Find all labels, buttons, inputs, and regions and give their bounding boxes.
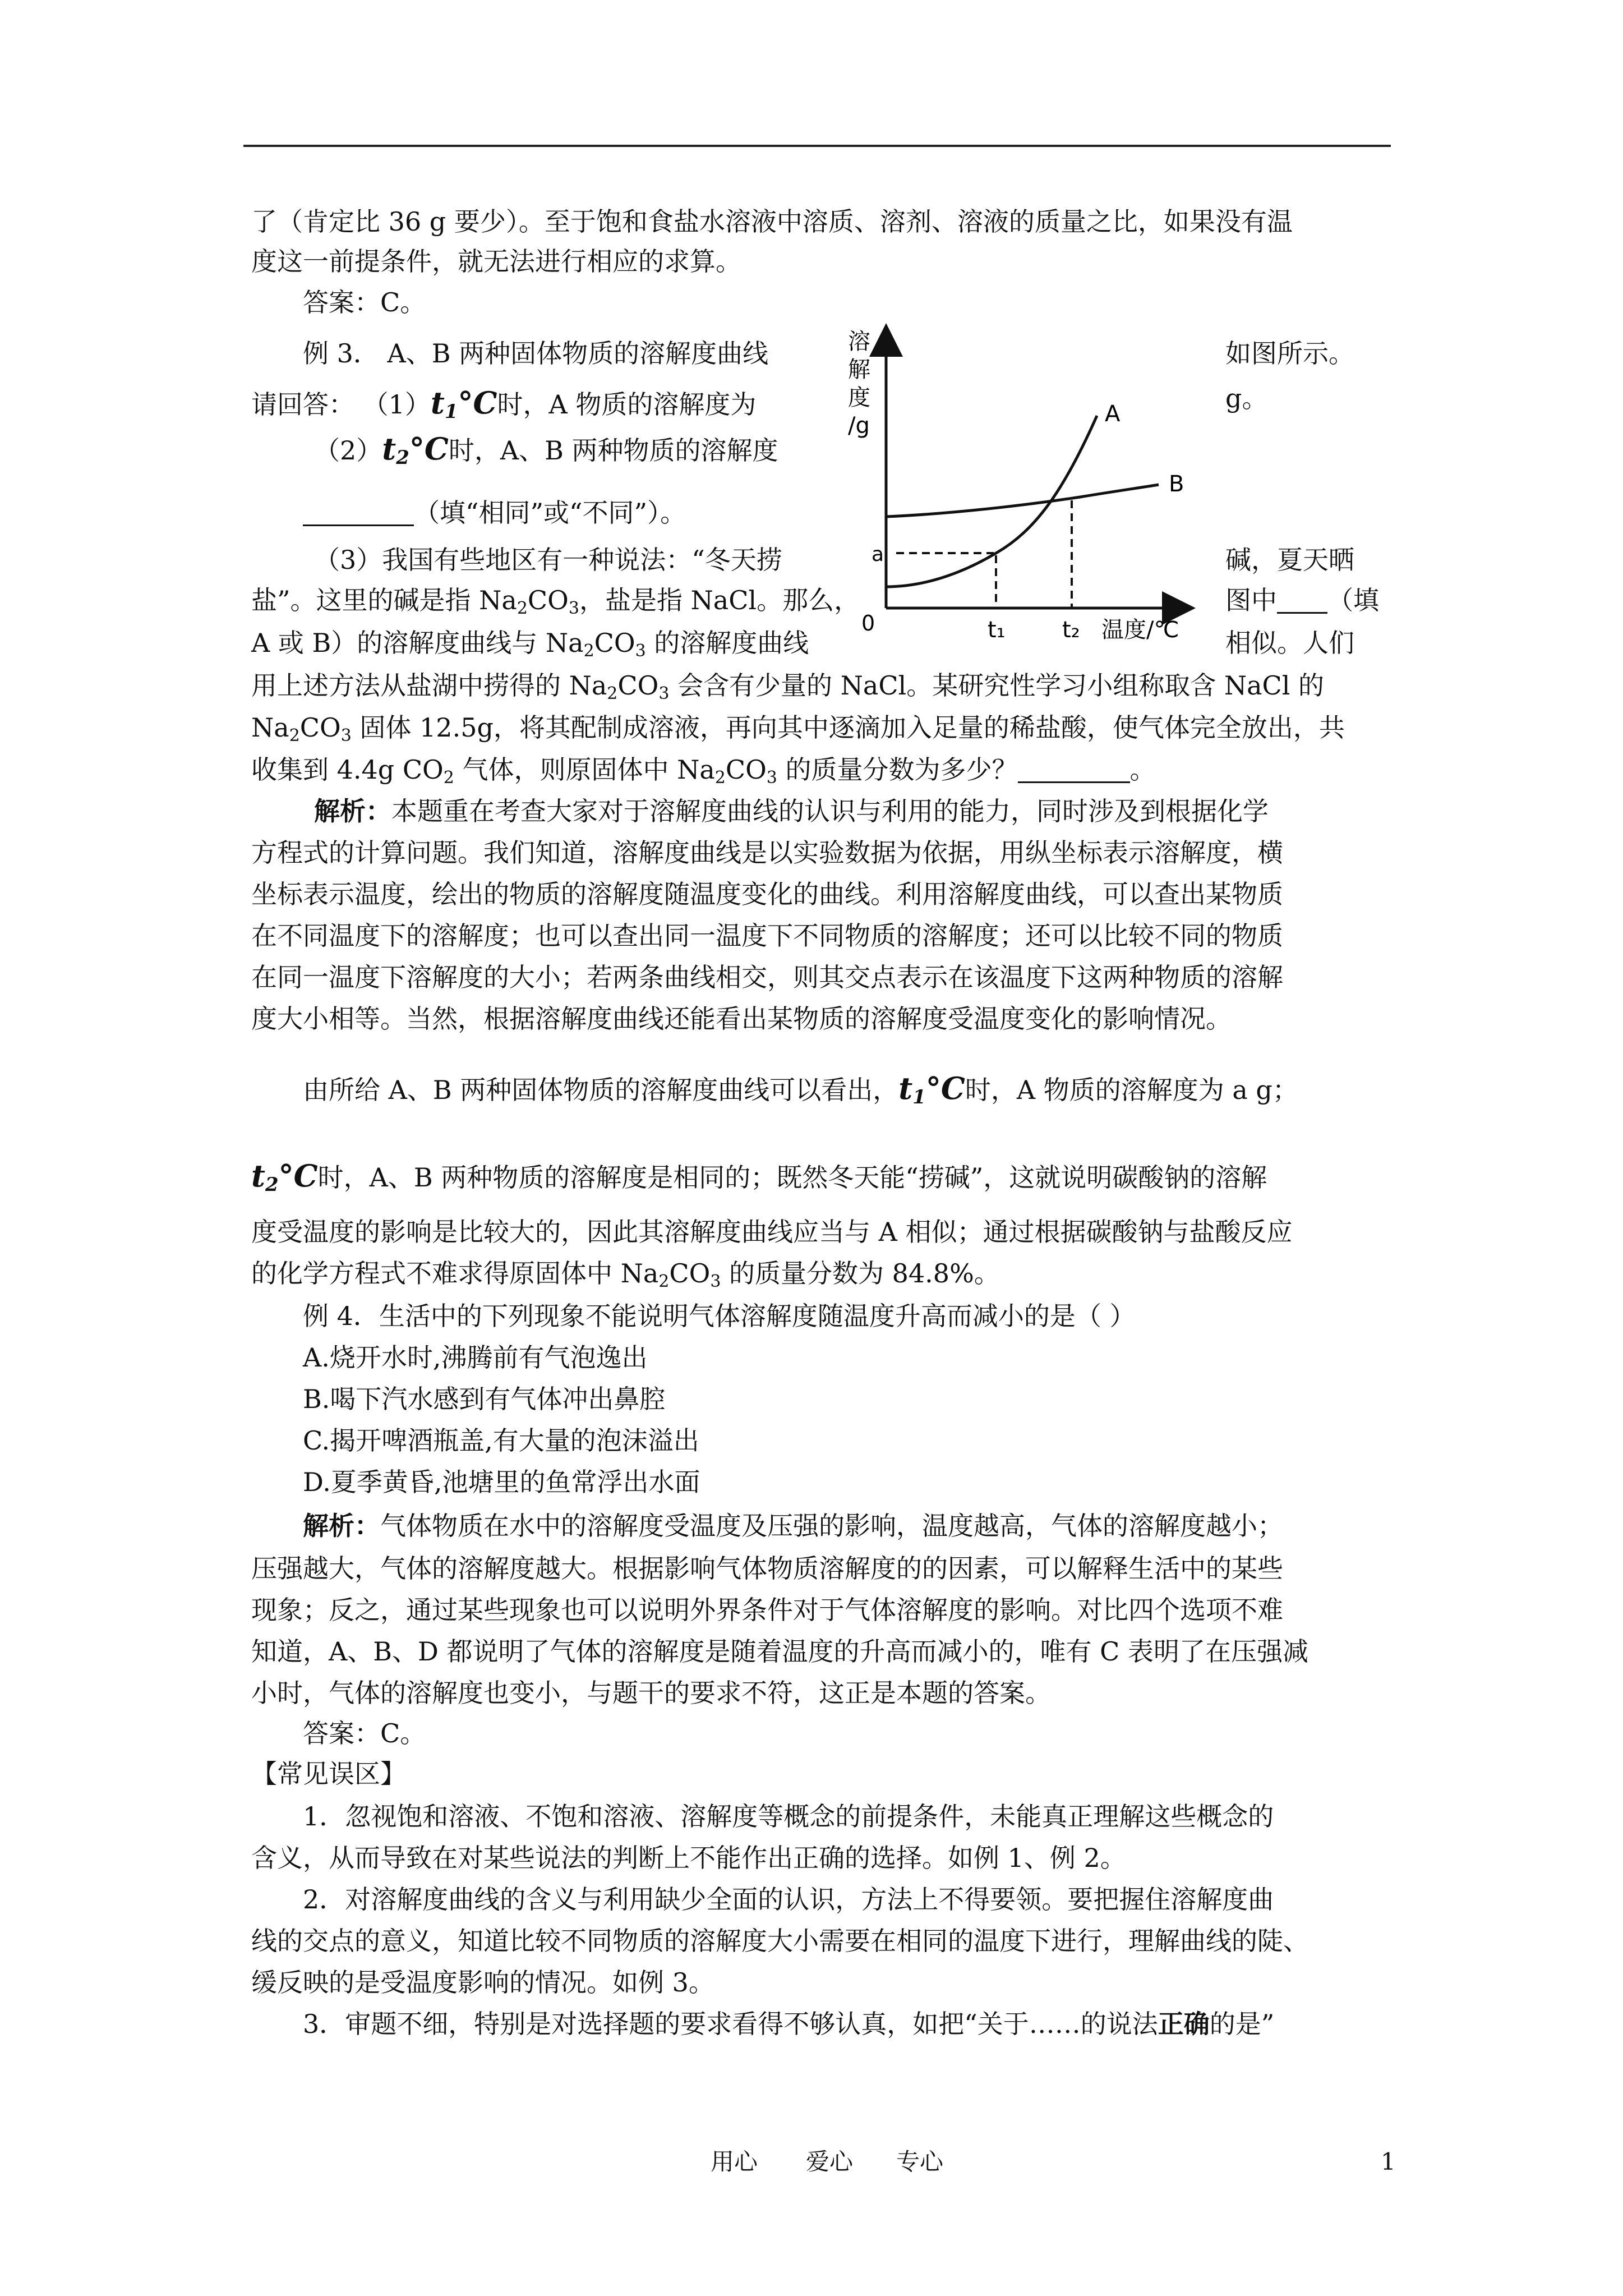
text-line: 度大小相等。当然，根据溶解度曲线还能看出某物质的溶解度受温度变化的影响情况。 bbox=[251, 1004, 1232, 1034]
text-line: 解析：本题重在考查大家对于溶解度曲线的认识与利用的能力，同时涉及到根据化学 bbox=[314, 796, 1269, 826]
origin-label: 0 bbox=[861, 611, 875, 636]
footer-motto-3: 专心 bbox=[896, 2148, 944, 2175]
text-line: 在同一温度下溶解度的大小；若两条曲线相交，则其交点表示在该温度下这两种物质的溶解 bbox=[251, 962, 1283, 992]
text-line: 如图所示。 bbox=[1225, 338, 1354, 369]
tick-t1-label: t₁ bbox=[988, 617, 1006, 643]
curve-a bbox=[886, 416, 1097, 587]
temperature-t2: $t_2^\circ C$ bbox=[251, 1158, 318, 1196]
analysis-label: 解析： bbox=[303, 1511, 380, 1541]
text-line: 相似。人们 bbox=[1225, 628, 1354, 658]
answer-blank[interactable] bbox=[1018, 757, 1130, 783]
text-line: 缓反映的是受温度影响的情况。如例 3。 bbox=[251, 1967, 714, 1998]
option-d: D.夏季黄昏,池塘里的鱼常浮出水面 bbox=[303, 1467, 700, 1497]
text-line: 线的交点的意义，知道比较不同物质的溶解度大小需要在相同的温度下进行，理解曲线的陡、 bbox=[251, 1926, 1309, 1956]
x-axis-label: 温度/℃ bbox=[1101, 617, 1179, 643]
text-line: 用上述方法从盐湖中捞得的 $Na_2CO_3$ 会含有少量的 NaCl。某研究性学习小组称取含 NaCl 的 bbox=[251, 670, 1325, 703]
answer-line: 答案：C。 bbox=[303, 287, 426, 318]
answer-blank[interactable] bbox=[1277, 587, 1327, 614]
y-axis-label-char: 度 bbox=[848, 385, 870, 411]
text-line: 解析：气体物质在水中的溶解度受温度及压强的影响，温度越高，气体的溶解度越小； bbox=[303, 1511, 1283, 1541]
example-3-heading: 例 3． A、B 两种固体物质的溶解度曲线 bbox=[303, 338, 769, 369]
temperature-t1: $t_1^\circ C$ bbox=[430, 385, 497, 423]
temperature-t2: $t_2^\circ C$ bbox=[382, 431, 449, 469]
tick-a-label: a bbox=[872, 543, 884, 566]
option-c: C.揭开啤酒瓶盖,有大量的泡沫溢出 bbox=[303, 1425, 699, 1456]
text-line: 盐”。这里的碱是指 $Na_2CO_3$，盐是指 NaCl。那么， bbox=[251, 585, 860, 618]
solubility-curve-figure bbox=[845, 323, 1204, 648]
answer-blank[interactable] bbox=[303, 500, 414, 526]
question-1 bbox=[251, 386, 756, 429]
text-line: 的化学方程式不难求得原固体中 $Na_2CO_3$ 的质量分数为 84.8%。 bbox=[251, 1258, 1000, 1291]
page-number: 1 bbox=[1381, 2148, 1396, 2175]
text-line: $t_2^\circ C$时，A、B 两种物质的溶解度是相同的；既然冬天能“捞碱”，这就说明碳酸钠的溶解 bbox=[251, 1158, 1267, 1196]
curve-a-label: A bbox=[1105, 401, 1121, 427]
question-text: 时，A、B 两种物质的溶解度 bbox=[448, 435, 778, 466]
text-line: 度受温度的影响是比较大的，因此其溶解度曲线应当与 A 相似；通过根据碳酸钠与盐酸反应 bbox=[251, 1217, 1293, 1247]
question-2-answer: （填“相同”或“不同”）。 bbox=[303, 496, 686, 530]
header-rule bbox=[243, 145, 1391, 147]
text-line: 2．对溶解度曲线的含义与利用缺少全面的认识，方法上不得要领。要把握住溶解度曲 bbox=[303, 1884, 1274, 1915]
text-line: g。 bbox=[1225, 383, 1268, 413]
question-text: 时，A 物质的溶解度为 bbox=[497, 389, 757, 420]
option-a: A.烧开水时,沸腾前有气泡逸出 bbox=[303, 1342, 648, 1373]
tick-t2-label: t₂ bbox=[1062, 617, 1080, 643]
text-line: 3．审题不细，特别是对选择题的要求看得不够认真，如把“关于……的说法正确的是” bbox=[303, 2009, 1275, 2039]
answer-line: 答案：C。 bbox=[303, 1718, 426, 1749]
y-axis-label-char: 解 bbox=[848, 357, 870, 383]
text-line: 含义，从而导致在对某些说法的判断上不能作出正确的选择。如例 1、例 2。 bbox=[251, 1843, 1126, 1873]
section-heading: 【常见误区】 bbox=[251, 1759, 406, 1789]
text-line: 图中 （填 bbox=[1225, 585, 1379, 615]
text-line: 小时，气体的溶解度也变小，与题干的要求不符，这正是本题的答案。 bbox=[251, 1678, 1051, 1708]
text-line: 方程式的计算问题。我们知道，溶解度曲线是以实验数据为依据，用纵坐标表示溶解度，横 bbox=[251, 838, 1283, 868]
text-line: 在不同温度下的溶解度；也可以查出同一温度下不同物质的溶解度；还可以比较不同的物质 bbox=[251, 921, 1283, 951]
text-line: 了（肯定比 36 g 要少）。至于饱和食盐水溶液中溶质、溶剂、溶液的质量之比，如果没有温 bbox=[251, 206, 1293, 237]
text-line: $Na_2CO_3$ 固体 12.5g，将其配制成溶液，再向其中逐滴加入足量的稀盐酸，使气体完全放出，共 bbox=[251, 712, 1345, 746]
text-line: A 或 B）的溶解度曲线与 $Na_2CO_3$ 的溶解度曲线 bbox=[251, 628, 809, 661]
text-line: 1．忽视饱和溶液、不饱和溶液、溶解度等概念的前提条件，未能真正理解这些概念的 bbox=[303, 1801, 1274, 1832]
analysis-label: 解析： bbox=[314, 796, 391, 826]
curve-b-label: B bbox=[1169, 471, 1184, 497]
temperature-t1: $t_1^\circ C$ bbox=[898, 1070, 965, 1108]
footer-motto-1: 用心 bbox=[711, 2148, 758, 2175]
y-axis-label-char: /g bbox=[848, 413, 870, 439]
text-line: 由所给 A、B 两种固体物质的溶解度曲线可以看出，$t_1^\circ C$时，A 物质的溶解度为 a g； bbox=[303, 1070, 1298, 1108]
text-line: 现象；反之，通过某些现象也可以说明外界条件对于气体溶解度的影响。对比四个选项不难 bbox=[251, 1595, 1283, 1625]
text-line: 知道，A、B、D 都说明了气体的溶解度是随着温度的升高而减小的，唯有 C 表明了在压强减 bbox=[251, 1636, 1308, 1667]
text-line: 碱，夏天晒 bbox=[1225, 545, 1354, 575]
footer-motto-2: 爱心 bbox=[806, 2148, 854, 2175]
option-b: B.喝下汽水感到有气体冲出鼻腔 bbox=[303, 1384, 666, 1414]
question-2 bbox=[314, 432, 778, 475]
example-4-heading: 例 4．生活中的下列现象不能说明气体溶解度随温度升高而减小的是（ ） bbox=[303, 1301, 1136, 1331]
y-axis-label-char: 溶 bbox=[848, 329, 870, 355]
text-line: 坐标表示温度，绘出的物质的溶解度随温度变化的曲线。利用溶解度曲线，可以查出某物质 bbox=[251, 879, 1283, 909]
question-label: 请回答： （1） bbox=[251, 389, 431, 420]
text-line: 收集到 4.4g $CO_2$ 气体，则原固体中 $Na_2CO_3$ 的质量分数为多少？ 。 bbox=[251, 754, 1156, 788]
text-line: 压强越大，气体的溶解度越大。根据影响气体物质溶解度的的因素，可以解释生活中的某些 bbox=[251, 1553, 1283, 1584]
curve-b bbox=[886, 485, 1159, 517]
question-3: （3）我国有些地区有一种说法：“冬天捞 bbox=[314, 545, 782, 575]
question-label: （2） bbox=[314, 435, 382, 466]
text-line: 度这一前提条件，就无法进行相应的求算。 bbox=[251, 246, 741, 277]
